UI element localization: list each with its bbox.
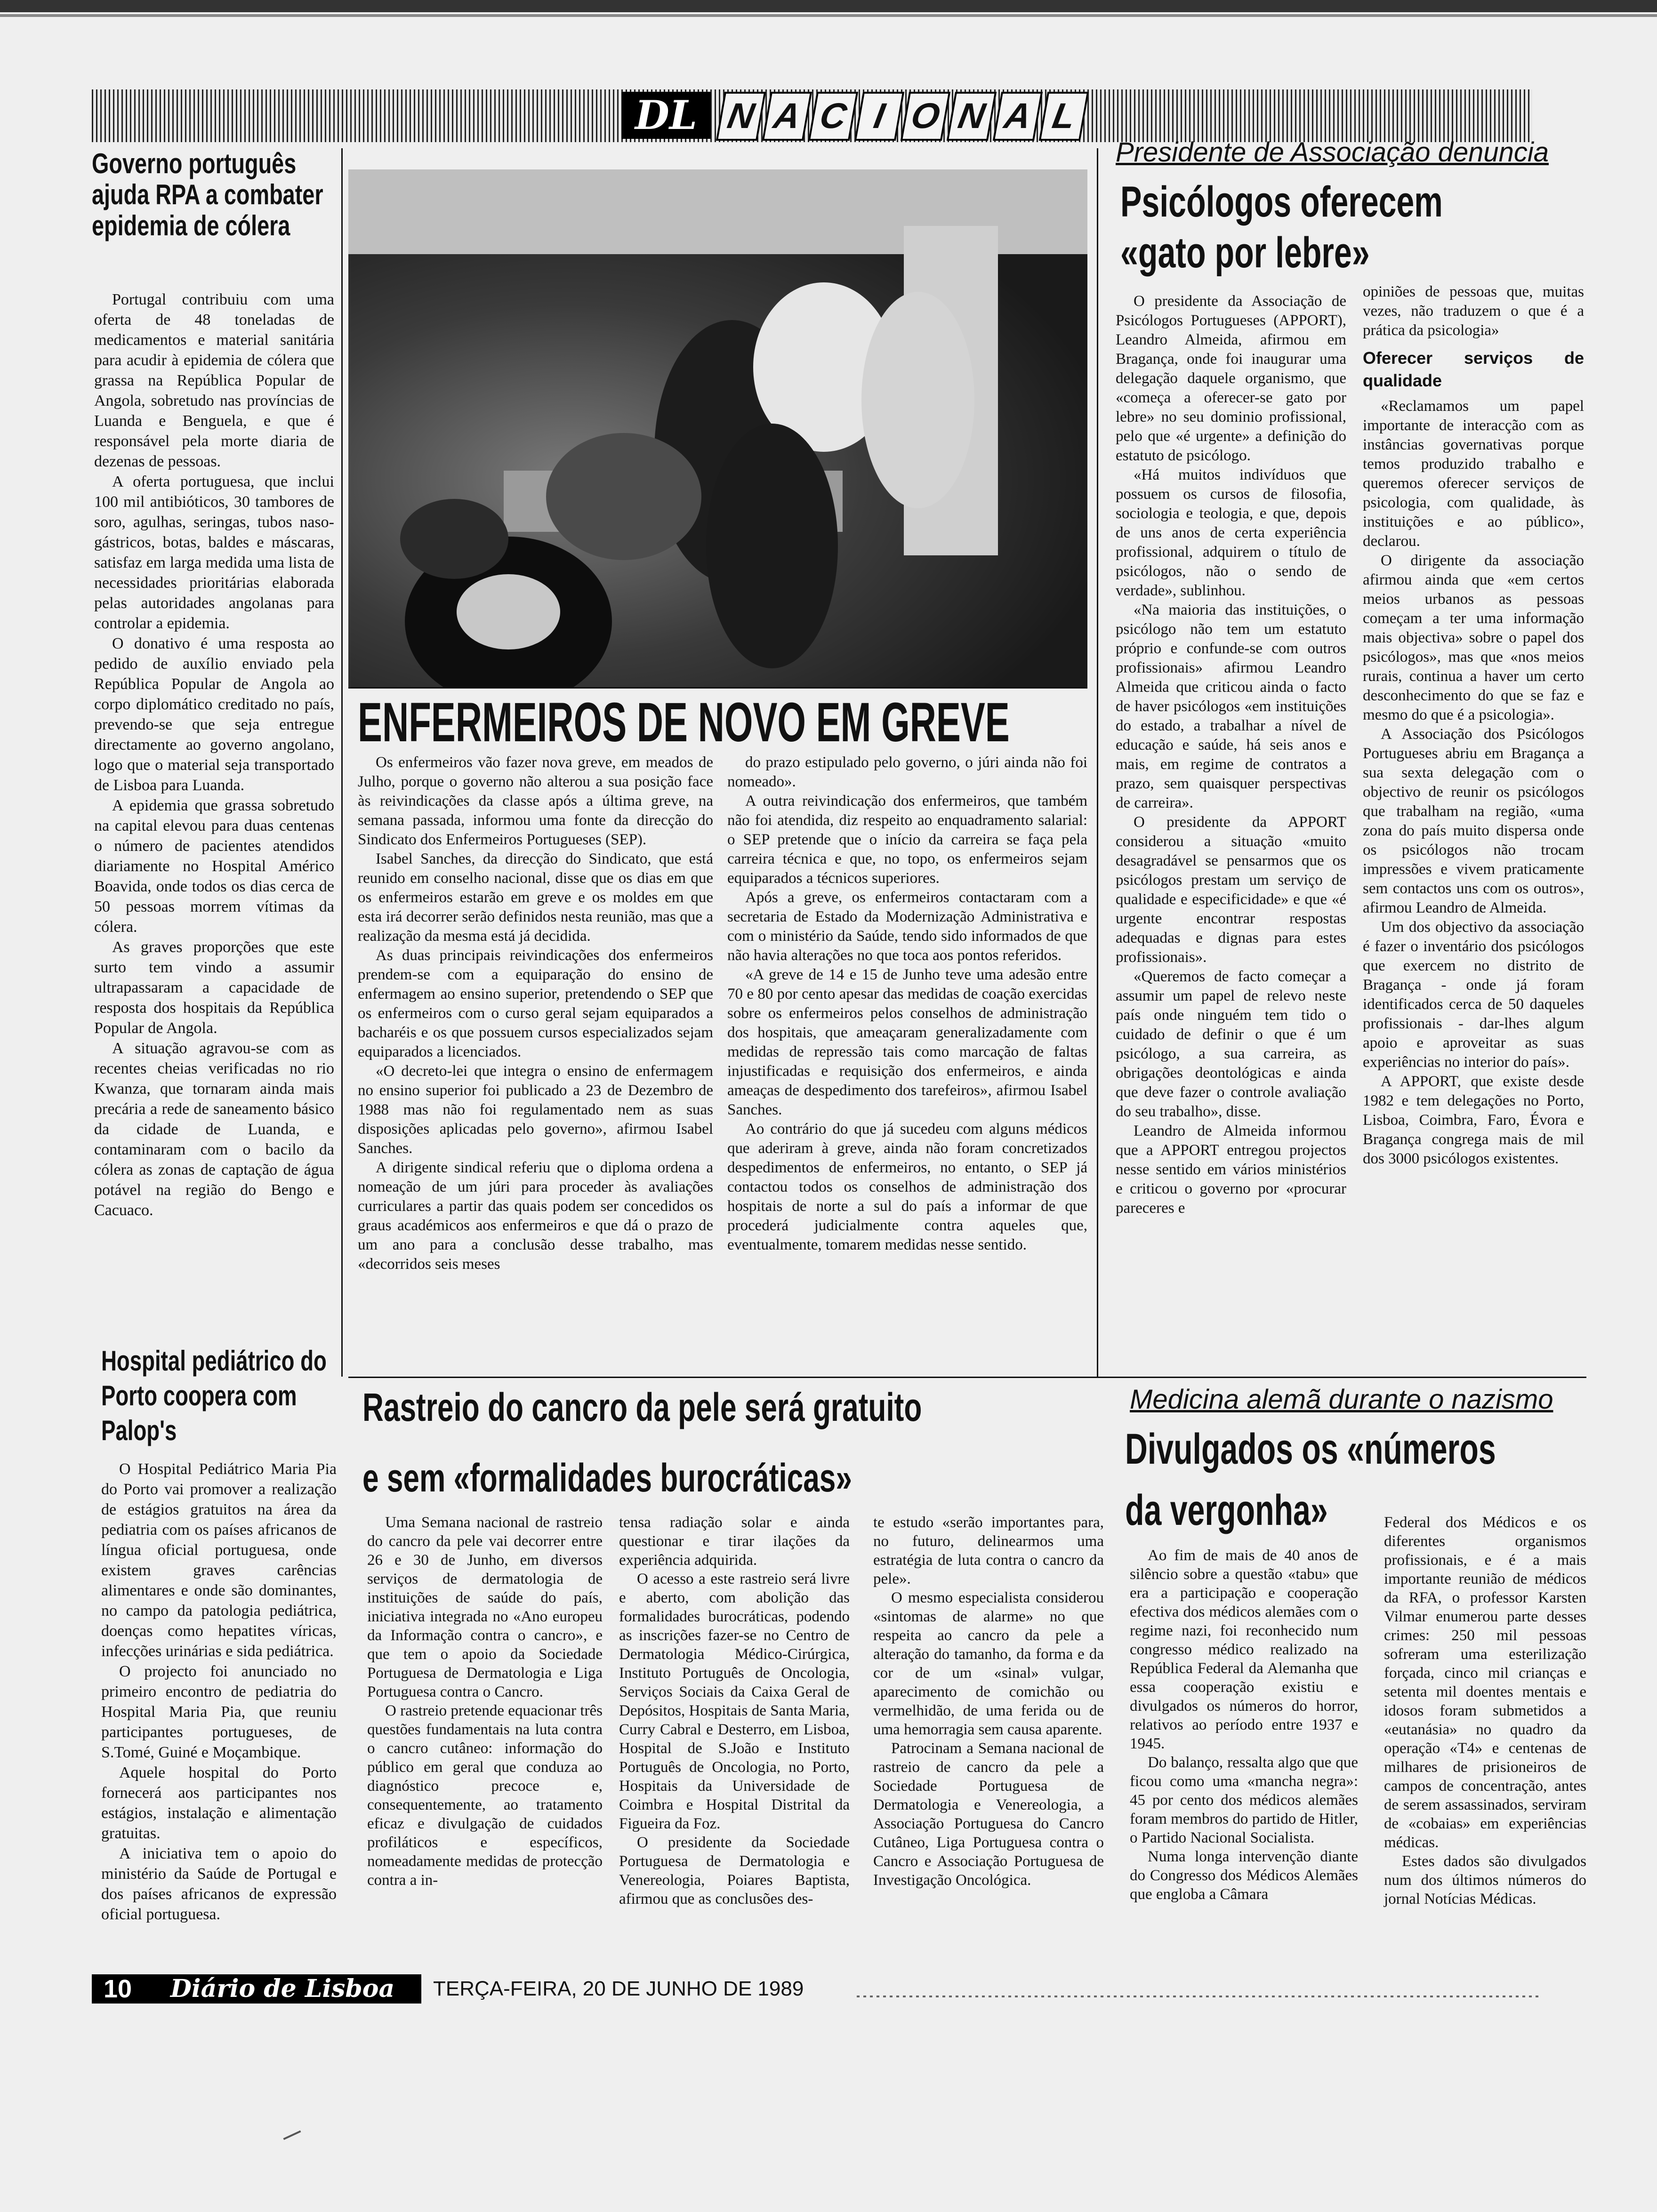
- paragraph: opiniões de pessoas que, muitas vezes, não traduzem o que é a prática da psicologia»: [1363, 283, 1584, 339]
- section-letter: A: [993, 92, 1043, 141]
- paragraph: Um dos objectivo da associação é fazer o inventário dos psicólogos que exercem no distrito de Bragança - onde já foram identificados cerca de 50 daqueles profissionais - dar-lhes algum apoio e aproveitar as suas experiências no interior do país».: [1363, 919, 1584, 1071]
- paragraph: tensa radiação solar e ainda questionar e tirar ilações da experiência adquirida.: [619, 1514, 850, 1569]
- nurses-headline: ENFERMEIROS DE NOVO EM GREVE: [358, 691, 1010, 753]
- paragraph: Ao fim de mais de 40 anos de silêncio sobre a questão «tabu» que era a participação e cooperação efectiva dos médicos alemães com o regime nazi, foi reconhecido num congresso médico realizado na República Federal da Alemanha que essa cooperação existiu e divulgados os números do horror, relativos ao período entre 1937 e 1945.: [1130, 1547, 1358, 1752]
- skin-headline-2: e sem «formalidades burocráticas»: [362, 1456, 852, 1500]
- column-rule: [341, 148, 343, 1377]
- paragraph: «Queremos de facto começar a assumir um papel de relevo neste país onde ninguém tem tido o cuidado de definir o que é um psicólogo, a sua carreira, as obrigações deontológicas e ainda que deve fazer o controle avaliação do seu trabalho», disse.: [1116, 968, 1346, 1120]
- section-letter: C: [808, 92, 858, 141]
- paragraph: do prazo estipulado pelo governo, o júri ainda não foi nomeado».: [727, 754, 1087, 790]
- skin-col-2: [619, 1513, 850, 1908]
- section-rule: [348, 1377, 1586, 1378]
- nurses-col-2: [727, 753, 1087, 1255]
- paragraph: A dirigente sindical referiu que o diploma ordena a nomeação de um júri para proceder às avaliações curriculares a partir das quais podem ser concedidos os graus académicos aos enfermeiros e que dá o prazo de um ano para a conclusão desse trabalho, mas «decorridos seis meses: [358, 1159, 713, 1273]
- paragraph: O projecto foi anunciado no primeiro encontro de pediatria do Hospital Maria Pia, que reuniu participantes portugueses, de S.Tomé, Guiné e Moçambique.: [101, 1663, 337, 1761]
- column-rule: [1097, 148, 1098, 1377]
- paragraph: O mesmo especialista considerou «sintomas de alarme» no que respeita ao cancro da pele a alteração do tamanho, da forma e da cor de um «sinal» vulgar, aparecimento de comichão ou vermelhidão, de uma ferida ou de uma hemorragia sem causa aparente.: [873, 1589, 1104, 1738]
- paragraph: Patrocinam a Semana nacional de rastreio de cancro da pele a Sociedade Portuguesa de Dermatologia e Venereologia, a Associação Portuguesa do Cancro Cutâneo, Liga Portuguesa contra o Cancro e Associação Portuguesa de Investigação Oncológica.: [873, 1740, 1104, 1889]
- paragraph: O rastreio pretende equacionar três questões fundamentais na luta contra o cancro cutâneo: informação do público em geral que conduza ao diagnóstico precoce e, consequentemente, ao tratamento eficaz e divulgação de cuidados profiláticos e específicos, nomeadamente medidas de protecção contra a in-: [367, 1702, 603, 1889]
- paragraph: O acesso a este rastreio será livre e aberto, com abolição das formalidades burocráticas, podendo as inscrições fazer-se no Centro de Dermatologia Médico-Cirúrgica, Instituto Português de Oncologia, Serviços Sociais da Caixa Geral de Depósitos, Hospitais de Santa Maria, Curry Cabral e Desterro, em Lisboa, Hospital de S.João e Instituto Português de Oncologia, no Porto, Hospitais da Universidade de Coimbra e Hospital Distrital da Figueira da Foz.: [619, 1571, 850, 1832]
- section-letter: L: [1039, 92, 1089, 141]
- paragraph: «Na maioria das instituições, o psicólogo não tem um estatuto próprio e confunde-se com outros profissionais» afirmou Leandro Almeida que criticou ainda o facto de haver psicólogos «em instituições do estado, a trabalhar a nível de educação e saúde, há seis anos e mais, em regime de contratos a prazo, sem quaisquer perspectivas de carreira».: [1116, 601, 1346, 811]
- paragraph: «O decreto-lei que integra o ensino de enfermagem no ensino superior foi publicado a 23 de Dezembro de 1988 mas não foi regulamentado nem as suas disposições aplicadas pelo governo», afirmou Isabel Sanches.: [358, 1063, 713, 1157]
- paragraph: te estudo «serão importantes para, no futuro, delinearmos uma estratégia de luta contra o cancro da pele».: [873, 1514, 1104, 1587]
- paragraph: O presidente da APPORT considerou a situação «muito desagradável se pensarmos que os psicólogos prestam um serviço de qualidade e especificidade» e que «é urgente encontrar respostas adequadas e dignas para estes profissionais».: [1116, 814, 1346, 966]
- cholera-article: [92, 148, 337, 241]
- paragraph: Federal dos Médicos e os diferentes organismos profissionais, e é a mais importante reunião de médicos da RFA, o professor Karsten Vilmar enumerou parte desses crimes: 250 mil pessoas sofreram uma esterilização forçada, cinco mil crianças e setenta mil doentes mentais e idosos foram submetidos a «eutanásia» no quadro da operação «T4» e centenas de milhares de prisioneiros de campos de concentração, antes de serem assassinados, serviram de «cobaias» em experiências médicas.: [1384, 1514, 1586, 1851]
- psych-col-2: [1363, 282, 1584, 1169]
- photo-rule: [348, 687, 1087, 689]
- paragraph: A outra reivindicação dos enfermeiros, que também não foi atendida, diz respeito ao enquadramento salarial: o SEP pretende que o início da carreira se faça pela carreira técnica e que, no topo, os enfermeiros sejam equiparados a técnicos superiores.: [727, 793, 1087, 887]
- paragraph: Numa longa intervenção diante do Congresso dos Médicos Alemães que engloba a Câmara: [1130, 1848, 1358, 1903]
- paragraph: Do balanço, ressalta algo que que ficou como uma «mancha negra»: 45 por cento dos médicos alemães foram membros do partido de Hitler, o Partido Nacional Socialista.: [1130, 1754, 1358, 1846]
- nazi-headline-1: Divulgados os «números: [1125, 1425, 1496, 1473]
- paragraph: O presidente da Sociedade Portuguesa de Dermatologia e Venereologia, Poiares Baptista, afirmou que as conclusões des-: [619, 1834, 850, 1907]
- page-number: 10: [92, 1974, 144, 2004]
- cholera-headline: Governo português ajuda RPA a combater epidemia de cólera: [92, 148, 323, 241]
- psych-subhead: Oferecer serviços de qualidade: [1363, 348, 1584, 390]
- section-letter: N: [947, 92, 997, 141]
- nazi-col-2: [1384, 1513, 1586, 1908]
- skin-col-3: [873, 1513, 1104, 1890]
- footer-rule: [857, 1996, 1539, 1997]
- pediatric-headline: Hospital pediátrico do Porto coopera com Palop's: [101, 1345, 327, 1446]
- top-border: [0, 0, 1657, 12]
- nurses-photo: [348, 169, 1087, 687]
- paragraph: A iniciativa tem o apoio do ministério da Saúde de Portugal e dos países africanos de expressão oficial portuguesa.: [101, 1845, 337, 1923]
- pediatric-body: [101, 1459, 337, 1924]
- paragraph: A epidemia que grassa sobretudo na capital elevou para duas centenas o número de pacientes atendidos diariamente no Hospital Américo Boavida, onde todos os dias cerca de 50 pessoas morrem vítimas da cólera.: [94, 797, 334, 936]
- paragraph: Uma Semana nacional de rastreio do cancro da pele vai decorrer entre 26 e 30 de Junho, em diversos serviços de dermatologia de instituições de saúde do país, iniciativa integrada no «Ano europeu da Informação contra o cancro», e que tem o apoio da Sociedade Portuguesa de Dermatologia e Liga Portuguesa contra o Cancro.: [367, 1514, 603, 1700]
- section-letter: N: [716, 92, 766, 141]
- paragraph: Os enfermeiros vão fazer nova greve, em meados de Julho, porque o governo não alterou a sua posição face às reivindicações da classe após a última greve, na semana passada, informou uma fonte da direcção do Sindicato dos Enfermeiros Portugueses (SEP).: [358, 754, 713, 848]
- dl-logo: DL: [621, 92, 711, 139]
- pediatric-article: [101, 1344, 337, 1448]
- psych-col-1: [1116, 292, 1346, 1218]
- paragraph: Isabel Sanches, da direcção do Sindicato, que está reunido em conselho nacional, disse que os dias em que os enfermeiros estarão em greve e os moldes em que esta irá decorrer serão definidos nesta reunião, mas que a realização da mesma está já decidida.: [358, 850, 713, 945]
- psych-headline: Psicólogos oferecem «gato por lebre»: [1120, 178, 1443, 277]
- section-title: [720, 92, 1085, 139]
- top-border-thin: [0, 14, 1657, 17]
- issue-date: TERÇA-FEIRA, 20 DE JUNHO DE 1989: [433, 1977, 804, 2000]
- newspaper-name: Diário de Lisboa: [144, 1974, 421, 2004]
- skin-headline-1: Rastreio do cancro da pele será gratuito: [362, 1385, 922, 1429]
- paragraph: As duas principais reivindicações dos enfermeiros prendem-se com a equiparação do ensino de enfermagem ao ensino superior, pretendendo o SEP que os enfermeiros com o curso geral sejam equiparados a bacharéis e os que possuem cursos especializados sejam equiparados a licenciados.: [358, 947, 713, 1060]
- paragraph: A Associação dos Psicólogos Portugueses abriu em Bragança a sua sexta delegação com o objectivo de reunir os psicólogos que trabalham na região, «uma zona do país muito dispersa onde os psicólogos não trocam impressões e vivem praticamente sem contactos uns com os outros», afirmou Leandro de Almeida.: [1363, 726, 1584, 916]
- paragraph: Estes dados são divulgados num dos últimos números do jornal Notícias Médicas.: [1384, 1853, 1586, 1907]
- paragraph: O dirigente da associação afirmou ainda que «em certos meios urbanos as pessoas começam a ter uma informação mais objectiva» sobre o papel dos psicólogos», mas que «nos meios rurais, continua a haver um certo desconhecimento do que se faz e mesmo do que é a psicologia».: [1363, 552, 1584, 723]
- paragraph: A situação agravou-se com as recentes cheias verificadas no rio Kwanza, que tornaram ainda mais precária a rede de saneamento básico da cidade de Luanda, e contaminaram com o bacilo da cólera as zonas de captação de água potável na região do Bengo e Cacuaco.: [94, 1040, 334, 1219]
- psych-kicker: Presidente de Associação denuncia: [1116, 137, 1549, 168]
- paragraph: «A greve de 14 e 15 de Junho teve uma adesão entre 70 e 80 por cento apesar das medidas de coação exercidas sobre os enfermeiros pelos conselhos de administração dos hospitais, que ameaçaram generalizadamente com medidas de repressão tais como marcação de faltas injustificadas e requisição dos enfermeiros, e ainda ameaças de despedimento dos tarefeiros», afirmou Isabel Sanches.: [727, 966, 1087, 1118]
- paragraph: Após a greve, os enfermeiros contactaram com a secretaria de Estado da Modernização Administrativa e com o ministério da Saúde, tendo sido informados de que não havia alterações no que toca aos pontos referidos.: [727, 889, 1087, 964]
- paragraph: Ao contrário do que já sucedeu com alguns médicos que aderiram à greve, ainda não foram concretizados despedimentos de enfermeiros, no entanto, o SEP já contactou todos os conselhos de administração dos hospitais de norte a sul do país a informar de que procederá judicialmente contra aqueles que, eventualmente, tomarem medidas nesse sentido.: [727, 1121, 1087, 1253]
- section-letter: I: [854, 92, 904, 141]
- section-letter: O: [901, 92, 950, 141]
- paragraph: A APPORT, que existe desde 1982 e tem delegações no Porto, Lisboa, Coimbra, Faro, Évora e Bragança congrega mais de mil dos 3000 psicólogos existentes.: [1363, 1073, 1584, 1167]
- paragraph: «Reclamamos um papel importante de interacção com as instâncias governativas porque temos produzido trabalho e queremos oferecer serviços de psicologia, com qualidade, às instituições e ao público», declarou.: [1363, 398, 1584, 550]
- nazi-col-1: [1130, 1546, 1358, 1904]
- nurses-col-1: [358, 753, 713, 1274]
- nazi-kicker: Medicina alemã durante o nazismo: [1130, 1384, 1553, 1415]
- paragraph: Aquele hospital do Porto fornecerá aos participantes nos estágios, instalação e alimentação gratuitas.: [101, 1764, 337, 1842]
- paragraph: «Há muitos indivíduos que possuem os cursos de filosofia, sociologia e teologia, e que, depois de uns anos de certa experiência profissional, adquirem o título de psicólogos, não o sendo de verdade», sublinhou.: [1116, 466, 1346, 599]
- paragraph: Leandro de Almeida informou que a APPORT entregou projectos nesse sentido em vários ministérios e criticou o governo por «procurar pareceres e: [1116, 1122, 1346, 1217]
- nazi-headline-2: da vergonha»: [1125, 1486, 1328, 1534]
- scan-mark: [278, 2119, 301, 2140]
- paragraph: O donativo é uma resposta ao pedido de auxílio enviado pela República Popular de Angola ao corpo diplomático creditado no país, prevendo-se que seja entregue directamente ao governo angolano, logo que o material seja transportado de Lisboa para Luanda.: [94, 635, 334, 794]
- paragraph: Portugal contribuiu com uma oferta de 48 toneladas de medicamentos e material sanitária para acudir à epidemia de cólera que grassa na República Popular de Angola, sobretudo nas províncias de Luanda e Benguela, e que é responsável pela morte diaria de dezenas de pessoas.: [94, 291, 334, 470]
- paragraph: O presidente da Associação de Psicólogos Portugueses (APPORT), Leandro Almeida, afirmou em Bragança, onde foi inaugurar uma delegação daquele organismo, que «começa a oferecer-se gato por lebre» no seu dominio profissional, pelo que «é urgente» a definição do estatuto de psicólogo.: [1116, 293, 1346, 464]
- skin-col-1: [367, 1513, 603, 1890]
- cholera-body: [94, 289, 334, 1220]
- section-letter: A: [762, 92, 812, 141]
- paragraph: O Hospital Pediátrico Maria Pia do Porto vai promover a realização de estágios gratuitos na área da pediatria com os países africanos de língua oficial portuguesa, onde existem graves carências alimentares e onde são dominantes, no campo da patologia pediátrica, doenças como hepatites víricas, infecções urinárias e sida pediátrica.: [101, 1460, 337, 1660]
- paragraph: A oferta portuguesa, que inclui 100 mil antibióticos, 30 tambores de soro, agulhas, seringas, tubos naso-gástricos, botas, baldes e máscaras, satisfaz em larga medida uma lista de necessidades prioritárias elaborada pelas autoridades angolanas para controlar a epidemia.: [94, 473, 334, 632]
- paragraph: As graves proporções que este surto tem vindo a assumir ultrapassaram a capacidade de resposta dos hospitais da República Popular de Angola.: [94, 938, 334, 1037]
